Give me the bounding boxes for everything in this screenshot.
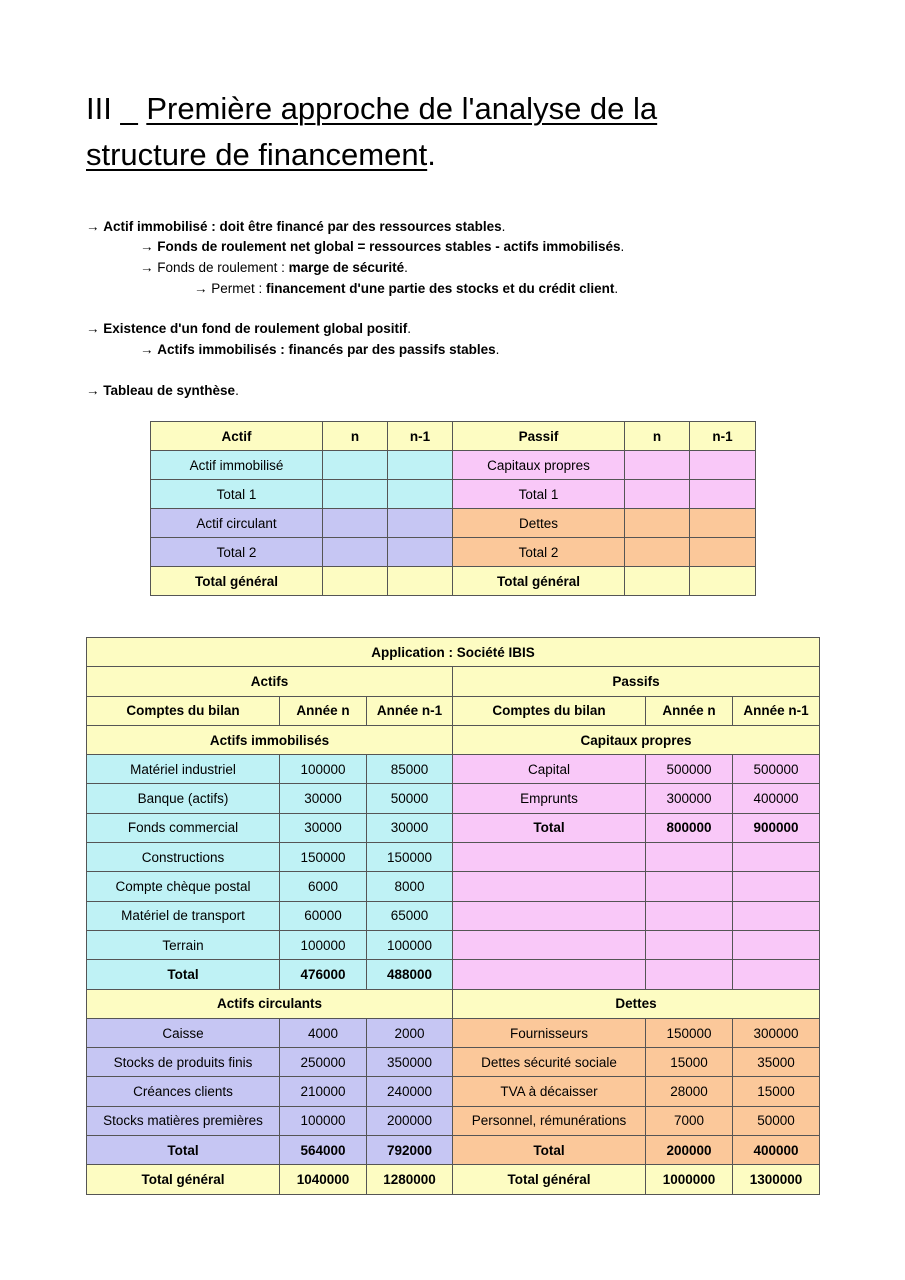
bullet-text: Existence d'un fond de roulement global positif — [103, 321, 408, 336]
total-value: 564000 — [280, 1136, 367, 1165]
section-actifs-immobilises: Actifs immobilisés — [87, 725, 453, 754]
bullet-text: Fonds de roulement net global = ressources stables - actifs immobilisés — [157, 239, 621, 254]
passifs-header: Passifs — [453, 667, 820, 696]
cell-empty — [646, 872, 733, 901]
table-row — [151, 509, 756, 538]
table-row — [151, 480, 756, 509]
cell-label: Actif immobilisé — [151, 451, 323, 480]
cell-empty — [690, 480, 756, 509]
arrow-icon: → — [140, 260, 158, 275]
bullet-tableau-synthese — [86, 381, 239, 401]
account-name: Total — [453, 813, 646, 842]
account-value: 300000 — [646, 784, 733, 813]
account-value: 900000 — [733, 813, 820, 842]
table-row — [151, 567, 756, 596]
header-n: n — [323, 422, 388, 451]
section-actifs-circulants: Actifs circulants — [87, 989, 453, 1018]
page-title — [86, 86, 846, 178]
account-name: TVA à décaisser — [453, 1077, 646, 1106]
table-row — [87, 1018, 820, 1047]
bullet-end: . — [501, 219, 506, 234]
grand-total-value: 1000000 — [646, 1165, 733, 1194]
account-name: Stocks de produits finis — [87, 1048, 280, 1077]
table-row — [87, 901, 820, 930]
account-value: 200000 — [367, 1106, 453, 1135]
cell-empty — [646, 930, 733, 959]
account-value: 210000 — [280, 1077, 367, 1106]
table-row — [87, 960, 820, 989]
account-name: Capital — [453, 755, 646, 784]
cell-empty — [388, 451, 453, 480]
account-name: Fournisseurs — [453, 1018, 646, 1047]
account-value: 100000 — [280, 930, 367, 959]
table-row — [87, 1165, 820, 1194]
cell-empty — [388, 538, 453, 567]
bullet-existence-fond — [86, 319, 411, 339]
bullet-fonds-roulement-net — [140, 237, 624, 257]
cell-label: Total 2 — [151, 538, 323, 567]
total-value: 488000 — [367, 960, 453, 989]
account-name: Matériel industriel — [87, 755, 280, 784]
synthesis-header-row — [151, 422, 756, 451]
bullet-actif-immobilise — [86, 217, 505, 237]
cell-empty — [646, 901, 733, 930]
bullet-end: . — [404, 260, 408, 275]
cell-empty — [733, 843, 820, 872]
title-suffix: . — [427, 137, 436, 172]
account-value: 65000 — [367, 901, 453, 930]
arrow-icon: → — [140, 342, 158, 357]
cell-empty — [733, 901, 820, 930]
title-line2: structure de financement — [86, 137, 428, 172]
bullet-normal: Fonds de roulement : — [157, 260, 289, 275]
cell-label: Total 1 — [453, 480, 625, 509]
cell-empty — [323, 538, 388, 567]
account-value: 50000 — [367, 784, 453, 813]
account-value: 250000 — [280, 1048, 367, 1077]
table-row — [87, 725, 820, 754]
bullet-text: Actif immobilisé : doit être financé par des ressources stables — [103, 219, 502, 234]
account-value: 400000 — [733, 784, 820, 813]
cell-label: Actif circulant — [151, 509, 323, 538]
table-row — [87, 696, 820, 725]
application-table — [86, 637, 820, 1195]
bullet-end: . — [495, 342, 500, 357]
table-row — [87, 784, 820, 813]
account-value: 2000 — [367, 1018, 453, 1047]
account-value: 50000 — [733, 1106, 820, 1135]
table-row — [87, 667, 820, 696]
bullet-text: marge de sécurité — [288, 260, 405, 275]
account-value: 15000 — [646, 1048, 733, 1077]
account-value: 350000 — [367, 1048, 453, 1077]
cell-empty — [690, 509, 756, 538]
cell-empty — [625, 509, 690, 538]
cell-empty — [388, 509, 453, 538]
bullet-text: Actifs immobilisés : financés par des passifs stables — [157, 342, 496, 357]
account-value: 800000 — [646, 813, 733, 842]
table-row — [87, 1106, 820, 1135]
cell-empty — [388, 567, 453, 596]
cell-empty — [625, 451, 690, 480]
cell-label: Total 1 — [151, 480, 323, 509]
cell-empty — [323, 451, 388, 480]
cell-empty — [323, 567, 388, 596]
cell-empty — [453, 843, 646, 872]
title-prefix: III _ — [86, 91, 147, 126]
cell-label: Total général — [151, 567, 323, 596]
cell-empty — [323, 480, 388, 509]
bullet-normal: Permet : — [211, 281, 267, 296]
cell-empty — [625, 538, 690, 567]
cell-empty — [453, 960, 646, 989]
account-name: Fonds commercial — [87, 813, 280, 842]
total-value: 200000 — [646, 1136, 733, 1165]
cell-empty — [625, 480, 690, 509]
cell-empty — [690, 567, 756, 596]
total-value: 400000 — [733, 1136, 820, 1165]
bullet-end: . — [407, 321, 412, 336]
cell-label: Total 2 — [453, 538, 625, 567]
account-name: Caisse — [87, 1018, 280, 1047]
bullet-actifs-immobilises — [140, 340, 499, 360]
cell-label: Total général — [453, 567, 625, 596]
grand-total-value: 1300000 — [733, 1165, 820, 1194]
account-value: 35000 — [733, 1048, 820, 1077]
account-value: 6000 — [280, 872, 367, 901]
column-header: Année n-1 — [367, 696, 453, 725]
grand-total-label: Total général — [87, 1165, 280, 1194]
arrow-icon: → — [86, 219, 104, 234]
application-title: Application : Société IBIS — [87, 638, 820, 667]
account-value: 28000 — [646, 1077, 733, 1106]
account-value: 150000 — [646, 1018, 733, 1047]
account-name: Créances clients — [87, 1077, 280, 1106]
account-value: 30000 — [367, 813, 453, 842]
cell-empty — [323, 509, 388, 538]
bullet-text: Tableau de synthèse — [103, 383, 236, 398]
account-name: Stocks matières premières — [87, 1106, 280, 1135]
table-row — [87, 989, 820, 1018]
bullet-permet — [194, 279, 618, 299]
arrow-icon: → — [140, 239, 158, 254]
arrow-icon: → — [86, 383, 104, 398]
header-n-1: n-1 — [388, 422, 453, 451]
cell-empty — [690, 451, 756, 480]
bullet-end: . — [620, 239, 625, 254]
arrow-icon: → — [194, 281, 212, 296]
account-name: Constructions — [87, 843, 280, 872]
title-line1: Première approche de l'analyse de la — [146, 91, 658, 126]
bullet-end: . — [614, 281, 619, 296]
grand-total-label: Total général — [453, 1165, 646, 1194]
account-value: 15000 — [733, 1077, 820, 1106]
account-name: Terrain — [87, 930, 280, 959]
account-value: 8000 — [367, 872, 453, 901]
table-row — [87, 755, 820, 784]
arrow-icon: → — [86, 321, 104, 336]
account-value: 4000 — [280, 1018, 367, 1047]
account-value: 300000 — [733, 1018, 820, 1047]
cell-empty — [733, 872, 820, 901]
account-value: 30000 — [280, 784, 367, 813]
total-label: Total — [87, 1136, 280, 1165]
table-row — [87, 813, 820, 842]
table-row — [151, 451, 756, 480]
account-name: Personnel, rémunérations — [453, 1106, 646, 1135]
column-header: Année n — [646, 696, 733, 725]
section-dettes: Dettes — [453, 989, 820, 1018]
table-row — [87, 1077, 820, 1106]
table-row — [87, 1048, 820, 1077]
column-header: Comptes du bilan — [87, 696, 280, 725]
synthesis-table — [150, 421, 756, 596]
account-value: 100000 — [280, 1106, 367, 1135]
header-n: n — [625, 422, 690, 451]
account-value: 500000 — [646, 755, 733, 784]
cell-empty — [733, 930, 820, 959]
table-row — [87, 843, 820, 872]
account-value: 150000 — [280, 843, 367, 872]
cell-label: Capitaux propres — [453, 451, 625, 480]
table-row — [87, 930, 820, 959]
account-value: 500000 — [733, 755, 820, 784]
actifs-header: Actifs — [87, 667, 453, 696]
account-value: 240000 — [367, 1077, 453, 1106]
cell-empty — [690, 538, 756, 567]
account-value: 7000 — [646, 1106, 733, 1135]
column-header: Année n — [280, 696, 367, 725]
account-value: 100000 — [367, 930, 453, 959]
account-value: 60000 — [280, 901, 367, 930]
header-n-1: n-1 — [690, 422, 756, 451]
bullet-end: . — [235, 383, 239, 398]
cell-empty — [646, 960, 733, 989]
cell-empty — [733, 960, 820, 989]
bullet-text: financement d'une partie des stocks et du crédit client — [266, 281, 615, 296]
column-header: Comptes du bilan — [453, 696, 646, 725]
account-name: Compte chèque postal — [87, 872, 280, 901]
table-row — [151, 538, 756, 567]
account-name: Banque (actifs) — [87, 784, 280, 813]
cell-empty — [453, 930, 646, 959]
bullet-marge-securite — [140, 258, 408, 278]
cell-empty — [453, 872, 646, 901]
total-label: Total — [87, 960, 280, 989]
total-value: 792000 — [367, 1136, 453, 1165]
table-row — [87, 1136, 820, 1165]
column-header: Année n-1 — [733, 696, 820, 725]
cell-label: Dettes — [453, 509, 625, 538]
table-row — [87, 638, 820, 667]
section-capitaux-propres: Capitaux propres — [453, 725, 820, 754]
account-value: 85000 — [367, 755, 453, 784]
account-value: 150000 — [367, 843, 453, 872]
account-value: 30000 — [280, 813, 367, 842]
account-name: Dettes sécurité sociale — [453, 1048, 646, 1077]
account-name: Matériel de transport — [87, 901, 280, 930]
cell-empty — [625, 567, 690, 596]
table-row — [87, 872, 820, 901]
header-actif: Actif — [151, 422, 323, 451]
account-name: Emprunts — [453, 784, 646, 813]
total-value: 476000 — [280, 960, 367, 989]
header-passif: Passif — [453, 422, 625, 451]
grand-total-value: 1280000 — [367, 1165, 453, 1194]
cell-empty — [646, 843, 733, 872]
cell-empty — [453, 901, 646, 930]
total-label: Total — [453, 1136, 646, 1165]
grand-total-value: 1040000 — [280, 1165, 367, 1194]
cell-empty — [388, 480, 453, 509]
account-value: 100000 — [280, 755, 367, 784]
